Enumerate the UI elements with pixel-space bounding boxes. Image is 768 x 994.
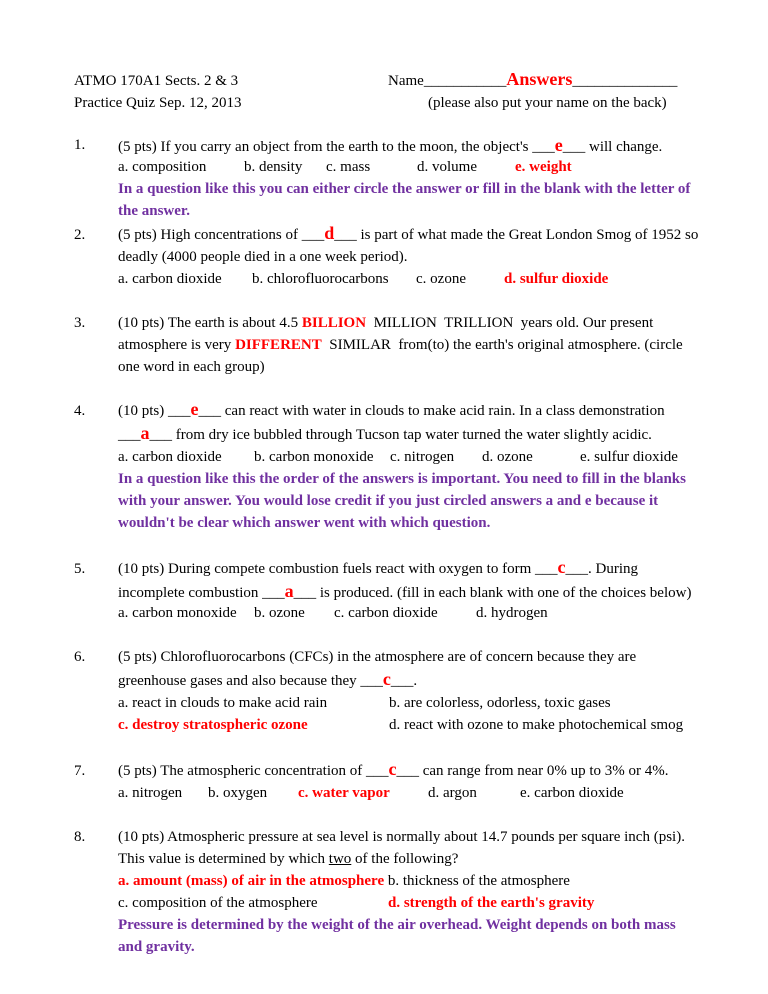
q8-line2-underlined: two bbox=[328, 851, 352, 867]
q3-line2-b: from(to) the earth's original atmosphere. (circle bbox=[398, 337, 683, 353]
q1-option-a: a. composition bbox=[118, 159, 207, 175]
q3-line2 bbox=[118, 336, 683, 354]
q3-word-trillion: TRILLION bbox=[444, 315, 514, 331]
q6-option-c: c. destroy stratospheric ozone bbox=[118, 717, 308, 733]
name-answer: Answers bbox=[506, 69, 573, 89]
q5-text-d: ___ is produced. (fill in each blank with one of the choices below) bbox=[293, 585, 692, 601]
q1-answer: e bbox=[554, 135, 563, 155]
q2-option-c: c. ozone bbox=[416, 271, 466, 287]
q6-option-a: a. react in clouds to make acid rain bbox=[118, 695, 328, 711]
q7-option-d: d. argon bbox=[428, 785, 477, 801]
q3-number: 3. bbox=[74, 315, 86, 331]
q5-text-a: (10 pts) During compete combustion fuels react with oxygen to form ___ bbox=[118, 561, 558, 577]
q4-answer-2: a bbox=[140, 423, 150, 443]
q6-option-b: b. are colorless, odorless, toxic gases bbox=[389, 695, 611, 711]
q4-option-d: d. ozone bbox=[482, 449, 533, 465]
q7-number: 7. bbox=[74, 763, 86, 779]
q6-options-row2 bbox=[118, 716, 683, 734]
q4-text-b: ___ can react with water in clouds to make acid rain. In a class demonstration bbox=[198, 403, 665, 419]
q6-text-b: greenhouse gases and also because they ___ bbox=[118, 673, 383, 689]
q3-line2-a: atmosphere is very bbox=[118, 337, 236, 353]
q8-option-b: b. thickness of the atmosphere bbox=[384, 873, 570, 889]
q5-option-d: d. hydrogen bbox=[476, 605, 548, 621]
q1-note-2: the answer. bbox=[118, 203, 190, 219]
q6-text-c: ___. bbox=[390, 673, 418, 689]
q8-option-c: c. composition of the atmosphere bbox=[118, 895, 318, 911]
q1-option-c: c. mass bbox=[326, 159, 371, 175]
q5-question bbox=[118, 558, 638, 578]
q8-line2-a: This value is determined by which bbox=[118, 851, 329, 867]
q3-line3: one word in each group) bbox=[118, 359, 265, 375]
q8-note-1: Pressure is determined by the weight of the air overhead. Weight depends on both mass bbox=[118, 917, 676, 933]
q4-option-a: a. carbon dioxide bbox=[118, 449, 222, 465]
q4-question bbox=[118, 400, 665, 420]
q5-line2 bbox=[118, 582, 691, 602]
q8-option-a: a. amount (mass) of air in the atmosphere bbox=[118, 873, 385, 889]
q5-text-c: incomplete combustion ___ bbox=[118, 585, 285, 601]
q7-question bbox=[118, 760, 668, 780]
q5-option-c: c. carbon dioxide bbox=[334, 605, 438, 621]
name-field bbox=[388, 70, 677, 90]
q1-note-1: In a question like this you can either circle the answer or fill in the blank with the letter of bbox=[118, 181, 691, 197]
q7-options bbox=[118, 784, 624, 802]
q4-note-1: In a question like this the order of the answers is important. You need to fill in the blanks bbox=[118, 471, 686, 487]
name-label: Name bbox=[388, 73, 424, 89]
q3-text-a: (10 pts) The earth is about 4.5 bbox=[118, 315, 302, 331]
q4-option-b: b. carbon monoxide bbox=[254, 449, 374, 465]
course-title: ATMO 170A1 Sects. 2 & 3 bbox=[74, 73, 239, 89]
q7-answer: c bbox=[388, 759, 397, 779]
q5-answer-2: a bbox=[284, 581, 294, 601]
q2-number: 2. bbox=[74, 227, 86, 243]
q4-note-3: wouldn't be clear which answer went with which question. bbox=[118, 515, 491, 531]
q8-number: 8. bbox=[74, 829, 86, 845]
q7-option-e: e. carbon dioxide bbox=[520, 785, 624, 801]
q3-word-similar: SIMILAR bbox=[329, 337, 391, 353]
q1-option-b: b. density bbox=[244, 159, 303, 175]
q2-text-a: (5 pts) High concentrations of ___ bbox=[118, 227, 325, 243]
q1-question bbox=[118, 136, 662, 156]
q6-number: 6. bbox=[74, 649, 86, 665]
q4-option-c: c. nitrogen bbox=[390, 449, 455, 465]
q5-answer-1: c bbox=[557, 557, 566, 577]
q8-line2-b: of the following? bbox=[351, 851, 459, 867]
q6-option-d: d. react with ozone to make photochemical smog bbox=[389, 717, 684, 733]
q4-number: 4. bbox=[74, 403, 86, 419]
q4-answer-1: e bbox=[190, 399, 199, 419]
q5-option-a: a. carbon monoxide bbox=[118, 605, 237, 621]
q3-word-billion: BILLION bbox=[301, 315, 367, 331]
q3-text-b: years old. Our present bbox=[520, 315, 654, 331]
q8-option-d: d. strength of the earth's gravity bbox=[388, 895, 595, 911]
q1-text-b: ___ will change. bbox=[562, 139, 663, 155]
q4-options bbox=[118, 448, 678, 466]
q2-option-d: d. sulfur dioxide bbox=[504, 271, 609, 287]
name-blank-left: ___________ bbox=[423, 73, 507, 89]
q6-answer: c bbox=[382, 669, 391, 689]
name-note: (please also put your name on the back) bbox=[428, 95, 667, 111]
name-blank-right: ______________ bbox=[572, 73, 678, 89]
q2-option-a: a. carbon dioxide bbox=[118, 271, 222, 287]
q4-line2 bbox=[118, 424, 652, 444]
q7-text-b: ___ can range from near 0% up to 3% or 4%. bbox=[396, 763, 669, 779]
q5-option-b: b. ozone bbox=[254, 605, 305, 621]
q8-options-row1 bbox=[118, 872, 570, 890]
q6-options-row1 bbox=[118, 694, 611, 712]
q1-options bbox=[118, 158, 572, 176]
q8-line2 bbox=[118, 850, 458, 868]
q4-text-c: ___ from dry ice bubbled through Tucson tap water turned the water slightly acidic. bbox=[149, 427, 652, 443]
q1-option-d: d. volume bbox=[417, 159, 477, 175]
q8-note-2: and gravity. bbox=[118, 939, 195, 955]
q5-options bbox=[118, 604, 548, 622]
q6-line2 bbox=[118, 670, 417, 690]
q1-number: 1. bbox=[74, 137, 86, 153]
q2-question bbox=[118, 224, 698, 244]
q4-text-a: (10 pts) ___ bbox=[118, 403, 191, 419]
q3-question bbox=[118, 314, 653, 332]
q3-word-million: MILLION bbox=[373, 315, 437, 331]
q8-question: (10 pts) Atmospheric pressure at sea level is normally about 14.7 pounds per square inch (psi). bbox=[118, 829, 685, 845]
q2-text-b: ___ is part of what made the Great London Smog of 1952 so bbox=[334, 227, 699, 243]
q4-option-e: e. sulfur dioxide bbox=[580, 449, 678, 465]
q7-option-a: a. nitrogen bbox=[118, 785, 183, 801]
q8-options-row2 bbox=[118, 894, 594, 912]
q2-options bbox=[118, 270, 608, 288]
q2-line2: deadly (4000 people died in a one week period). bbox=[118, 249, 408, 265]
q1-option-e: e. weight bbox=[515, 159, 572, 175]
q6-question: (5 pts) Chlorofluorocarbons (CFCs) in the atmosphere are of concern because they are bbox=[118, 649, 637, 665]
q2-answer: d bbox=[324, 223, 335, 243]
q2-option-b: b. chlorofluorocarbons bbox=[252, 271, 389, 287]
q7-option-b: b. oxygen bbox=[208, 785, 268, 801]
q7-option-c: c. water vapor bbox=[298, 785, 390, 801]
q1-text-a: (5 pts) If you carry an object from the earth to the moon, the object's ___ bbox=[118, 139, 555, 155]
q5-text-b: ___. During bbox=[565, 561, 638, 577]
q3-word-different: DIFFERENT bbox=[235, 337, 322, 353]
quiz-date: Practice Quiz Sep. 12, 2013 bbox=[74, 95, 242, 111]
q5-number: 5. bbox=[74, 561, 86, 577]
q4-blank-a: ___ bbox=[118, 427, 141, 443]
q4-note-2: with your answer. You would lose credit if you just circled answers a and e because it bbox=[118, 493, 659, 509]
q7-text-a: (5 pts) The atmospheric concentration of ___ bbox=[118, 763, 389, 779]
